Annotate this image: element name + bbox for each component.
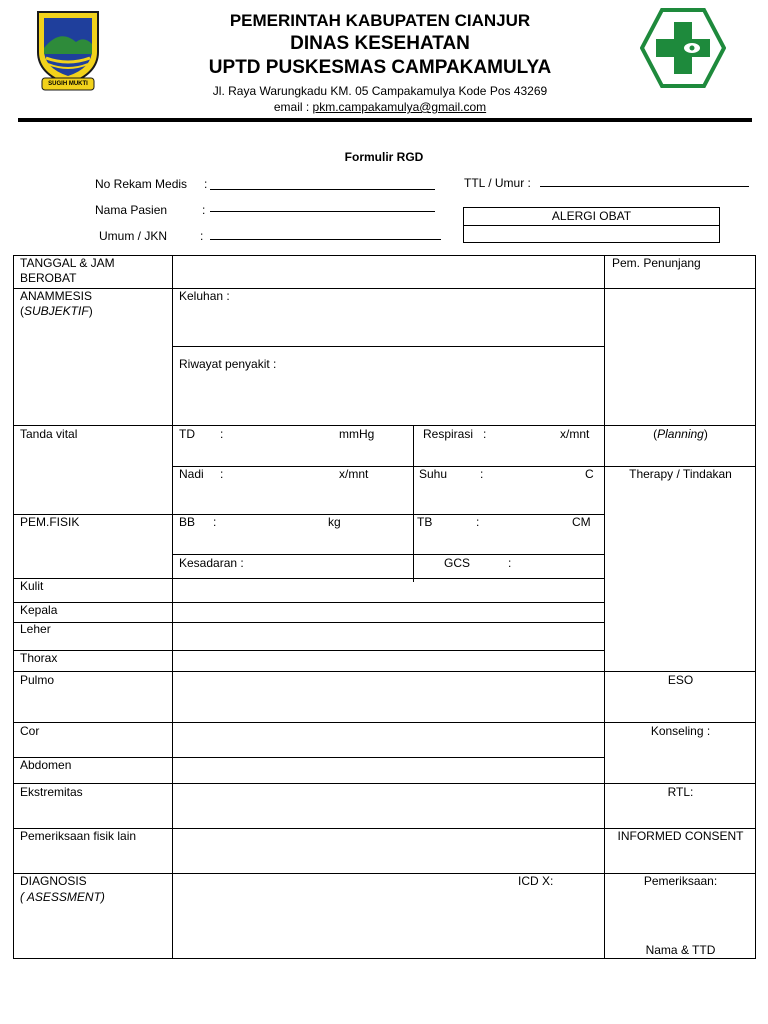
subjektif-text: SUBJEKTIF bbox=[24, 304, 89, 318]
tb-label: TB bbox=[417, 515, 433, 529]
cor-label: Cor bbox=[20, 724, 40, 738]
header-divider bbox=[18, 118, 752, 122]
row-divider bbox=[13, 622, 604, 623]
kulit-label: Kulit bbox=[20, 579, 44, 593]
nama-ttd-label: Nama & TTD bbox=[645, 943, 716, 957]
header-puskesmas: UPTD PUSKESMAS CAMPAKAMULYA bbox=[208, 57, 552, 78]
pemeriksaan-label: Pemeriksaan: bbox=[643, 874, 718, 888]
eso-label: ESO bbox=[667, 673, 694, 687]
tanda-vital-label: Tanda vital bbox=[20, 427, 78, 441]
rgd-table bbox=[13, 255, 756, 959]
colon: : bbox=[213, 515, 217, 529]
abdomen-label: Abdomen bbox=[20, 758, 72, 772]
alergi-obat-field[interactable] bbox=[463, 224, 720, 243]
column-divider bbox=[172, 255, 173, 959]
suhu-unit: C bbox=[585, 467, 594, 481]
informed-consent-label: INFORMED CONSENT bbox=[617, 829, 744, 843]
row-divider bbox=[172, 346, 604, 347]
suhu-label: Suhu bbox=[419, 467, 448, 481]
umum-jkn-field[interactable] bbox=[210, 239, 441, 240]
ttl-umur-field[interactable] bbox=[540, 186, 749, 187]
leher-label: Leher bbox=[20, 622, 51, 636]
kepala-label: Kepala bbox=[20, 603, 58, 617]
bb-label: BB bbox=[179, 515, 196, 529]
no-rekam-medis-field[interactable] bbox=[210, 189, 435, 190]
colon: : bbox=[508, 556, 512, 570]
pulmo-label: Pulmo bbox=[20, 673, 55, 687]
column-divider bbox=[413, 425, 414, 582]
tanggal-jam-field[interactable] bbox=[173, 256, 603, 287]
icd-x-label: ICD X: bbox=[518, 874, 554, 888]
row-divider bbox=[13, 288, 756, 289]
form-title: Formulir RGD bbox=[344, 150, 424, 164]
therapy-label: Therapy / Tindakan bbox=[629, 467, 732, 481]
colon: : bbox=[202, 203, 206, 217]
asessment-label: ( ASESSMENT) bbox=[20, 890, 105, 904]
pemeriksaan-fisik-lain-label: Pemeriksaan fisik lain bbox=[20, 829, 137, 843]
umum-jkn-label: Umum / JKN bbox=[99, 229, 168, 243]
gcs-label: GCS bbox=[444, 556, 471, 570]
header-department: DINAS KESEHATAN bbox=[290, 33, 470, 54]
respirasi-label: Respirasi bbox=[423, 427, 474, 441]
thorax-label: Thorax bbox=[20, 651, 58, 665]
nadi-unit: x/mnt bbox=[339, 467, 369, 481]
email-link[interactable]: pkm.campakamulya@gmail.com bbox=[312, 100, 487, 114]
colon: : bbox=[480, 467, 484, 481]
colon: : bbox=[220, 467, 224, 481]
planning-text: Planning bbox=[657, 427, 704, 441]
respirasi-unit: x/mnt bbox=[560, 427, 590, 441]
riwayat-penyakit-label: Riwayat penyakit : bbox=[179, 357, 277, 371]
row-divider bbox=[13, 757, 604, 758]
row-divider bbox=[172, 554, 604, 555]
crest-motto: SUGIH MUKTI bbox=[48, 81, 88, 87]
nama-pasien-field[interactable] bbox=[210, 211, 435, 212]
bb-unit: kg bbox=[328, 515, 341, 529]
planning-label: (Planning) bbox=[653, 427, 708, 441]
colon: : bbox=[200, 229, 204, 243]
row-divider bbox=[13, 602, 604, 603]
alergi-obat-label: ALERGI OBAT bbox=[551, 209, 632, 223]
tanggal-jam-label: TANGGAL & JAM BEROBAT bbox=[20, 256, 115, 285]
keluhan-label: Keluhan : bbox=[179, 289, 230, 303]
colon: : bbox=[483, 427, 487, 441]
rtl-label: RTL: bbox=[667, 785, 694, 799]
nama-pasien-label: Nama Pasien bbox=[95, 203, 168, 217]
header-email-line bbox=[0, 100, 760, 114]
subjektif-label: (SUBJEKTIF) bbox=[20, 304, 93, 318]
colon: : bbox=[476, 515, 480, 529]
colon: : bbox=[204, 177, 208, 191]
mmhg-unit: mmHg bbox=[339, 427, 375, 441]
header-government: PEMERINTAH KABUPATEN CIANJUR bbox=[229, 11, 531, 30]
colon: : bbox=[220, 427, 224, 441]
ekstremitas-label: Ekstremitas bbox=[20, 785, 83, 799]
no-rekam-medis-label: No Rekam Medis bbox=[95, 177, 188, 191]
tb-unit: CM bbox=[572, 515, 591, 529]
td-label: TD bbox=[179, 427, 195, 441]
row-divider bbox=[13, 425, 756, 426]
row-divider bbox=[13, 650, 604, 651]
column-divider bbox=[604, 255, 605, 959]
asessment-text: ASESSMENT bbox=[24, 890, 101, 904]
pem-fisik-label: PEM.FISIK bbox=[20, 515, 80, 529]
row-divider bbox=[13, 722, 756, 723]
kesadaran-label: Kesadaran : bbox=[179, 556, 244, 570]
pem-penunjang-label: Pem. Penunjang bbox=[612, 256, 701, 270]
ttl-umur-label: TTL / Umur : bbox=[464, 176, 531, 190]
row-divider bbox=[13, 783, 756, 784]
row-divider bbox=[172, 466, 604, 467]
row-divider bbox=[13, 578, 604, 579]
row-divider bbox=[13, 514, 604, 515]
konseling-label: Konseling : bbox=[650, 724, 711, 738]
anamnesis-label: ANAMMESIS bbox=[20, 289, 93, 303]
header-address: Jl. Raya Warungkadu KM. 05 Campakamulya Kode Pos 43269 bbox=[212, 84, 548, 98]
row-divider bbox=[13, 671, 756, 672]
email-label: email : bbox=[273, 100, 313, 114]
diagnosis-label: DIAGNOSIS bbox=[20, 874, 87, 888]
nadi-label: Nadi bbox=[179, 467, 204, 481]
